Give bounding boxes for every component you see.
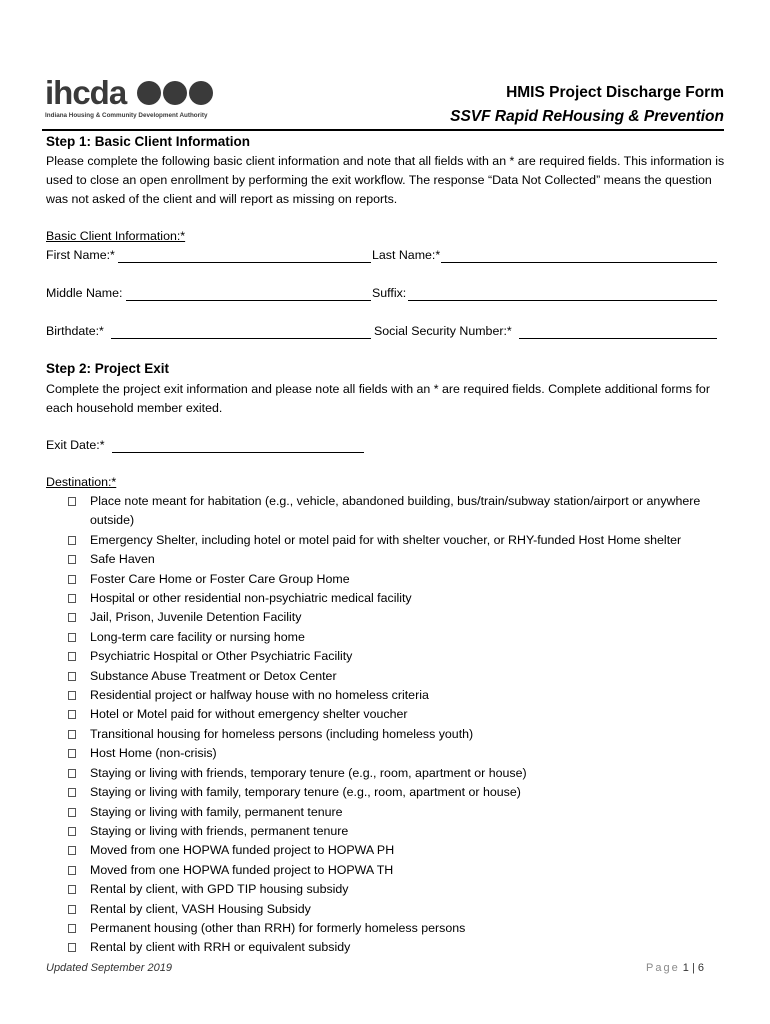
destination-option[interactable]: Safe Haven bbox=[68, 550, 728, 569]
checkbox[interactable] bbox=[68, 769, 76, 778]
page-total: 6 bbox=[697, 962, 704, 974]
logo-building-icon bbox=[189, 81, 213, 105]
step2-instructions: Complete the project exit information and please note all fields with an * are required fields. Complete additional forms for each household member exited. bbox=[46, 382, 710, 415]
exit-date-label: Exit Date:* bbox=[46, 438, 105, 452]
destination-option[interactable]: Hospital or other residential non-psychiatric medical facility bbox=[68, 589, 728, 608]
ihcda-logo bbox=[45, 76, 225, 122]
destination-label: Destination:* bbox=[46, 475, 117, 489]
destination-option[interactable]: Staying or living with family, permanent tenure bbox=[68, 803, 728, 822]
checkbox[interactable] bbox=[68, 827, 76, 836]
destination-option[interactable]: Staying or living with family, temporary tenure (e.g., room, apartment or house) bbox=[68, 783, 728, 802]
form-title: HMIS Project Discharge Form bbox=[506, 84, 724, 101]
logo-person-icon bbox=[137, 81, 161, 105]
ssn-label: Social Security Number:* bbox=[374, 324, 512, 338]
destination-option[interactable]: Rental by client, VASH Housing Subsidy bbox=[68, 900, 728, 919]
checkbox[interactable] bbox=[68, 575, 76, 584]
destination-options bbox=[68, 492, 728, 958]
checkbox[interactable] bbox=[68, 846, 76, 855]
page-current: 1 bbox=[682, 962, 689, 974]
first-name-label: First Name:* bbox=[46, 248, 115, 262]
checkbox[interactable] bbox=[68, 594, 76, 603]
suffix-field[interactable] bbox=[408, 300, 717, 301]
basic-info-label: Basic Client Information:* bbox=[46, 229, 186, 243]
destination-option[interactable]: Hotel or Motel paid for without emergency shelter voucher bbox=[68, 705, 728, 724]
checkbox[interactable] bbox=[68, 536, 76, 545]
checkbox[interactable] bbox=[68, 749, 76, 758]
checkbox[interactable] bbox=[68, 691, 76, 700]
checkbox[interactable] bbox=[68, 924, 76, 933]
suffix-label: Suffix: bbox=[372, 286, 407, 300]
destination-option[interactable]: Emergency Shelter, including hotel or motel paid for with shelter voucher, or RHY-funded Host Home shelter bbox=[68, 531, 728, 550]
exit-date-field[interactable] bbox=[112, 452, 364, 453]
checkbox[interactable] bbox=[68, 652, 76, 661]
ssn-field[interactable] bbox=[519, 338, 717, 339]
destination-option[interactable]: Psychiatric Hospital or Other Psychiatric Facility bbox=[68, 647, 728, 666]
destination-option[interactable]: Long-term care facility or nursing home bbox=[68, 628, 728, 647]
last-name-label: Last Name:* bbox=[372, 248, 441, 262]
checkbox[interactable] bbox=[68, 730, 76, 739]
page-number: Page 1 | 6 bbox=[646, 962, 704, 974]
step1-instructions: Please complete the following basic client information and note that all fields with an * are required fields. This information is used to close an open enrollment by performing the exit workflow. The response “Data Not Collected” means the question was not asked of the client and will report as missing on reports. bbox=[46, 154, 725, 206]
checkbox[interactable] bbox=[68, 555, 76, 564]
birthdate-field[interactable] bbox=[111, 338, 371, 339]
checkbox[interactable] bbox=[68, 943, 76, 952]
logo-subtitle: Indiana Housing & Community Development Authority bbox=[45, 112, 208, 119]
first-name-field[interactable] bbox=[118, 262, 371, 263]
header-divider bbox=[42, 129, 724, 131]
destination-option[interactable]: Substance Abuse Treatment or Detox Center bbox=[68, 667, 728, 686]
checkbox[interactable] bbox=[68, 613, 76, 622]
updated-date: Updated September 2019 bbox=[46, 962, 172, 974]
checkbox[interactable] bbox=[68, 905, 76, 914]
page-word: Page bbox=[646, 962, 680, 974]
destination-option[interactable]: Rental by client with RRH or equivalent subsidy bbox=[68, 938, 728, 957]
last-name-field[interactable] bbox=[441, 262, 717, 263]
checkbox[interactable] bbox=[68, 885, 76, 894]
destination-option[interactable]: Rental by client, with GPD TIP housing subsidy bbox=[68, 880, 728, 899]
destination-option[interactable]: Jail, Prison, Juvenile Detention Facility bbox=[68, 608, 728, 627]
checkbox[interactable] bbox=[68, 866, 76, 875]
destination-option[interactable]: Place note meant for habitation (e.g., vehicle, abandoned building, bus/train/subway station/airport or anywhere outside) bbox=[68, 492, 728, 531]
logo-wordmark: ihcda bbox=[45, 74, 127, 111]
checkbox[interactable] bbox=[68, 497, 76, 506]
destination-option[interactable]: Moved from one HOPWA funded project to HOPWA TH bbox=[68, 861, 728, 880]
destination-option[interactable]: Staying or living with friends, permanent tenure bbox=[68, 822, 728, 841]
checkbox[interactable] bbox=[68, 808, 76, 817]
destination-option[interactable]: Staying or living with friends, temporary tenure (e.g., room, apartment or house) bbox=[68, 764, 728, 783]
destination-option[interactable]: Moved from one HOPWA funded project to HOPWA PH bbox=[68, 841, 728, 860]
middle-name-field[interactable] bbox=[126, 300, 371, 301]
destination-option[interactable]: Host Home (non-crisis) bbox=[68, 744, 728, 763]
birthdate-label: Birthdate:* bbox=[46, 324, 104, 338]
destination-option[interactable]: Residential project or halfway house with no homeless criteria bbox=[68, 686, 728, 705]
checkbox[interactable] bbox=[68, 710, 76, 719]
checkbox[interactable] bbox=[68, 633, 76, 642]
step2-heading: Step 2: Project Exit bbox=[46, 361, 170, 376]
logo-icons bbox=[137, 81, 213, 105]
logo-house-icon bbox=[163, 81, 187, 105]
step1-heading: Step 1: Basic Client Information bbox=[46, 134, 251, 149]
middle-name-label: Middle Name: bbox=[46, 286, 123, 300]
destination-option[interactable]: Transitional housing for homeless persons (including homeless youth) bbox=[68, 725, 728, 744]
checkbox[interactable] bbox=[68, 788, 76, 797]
form-subtitle: SSVF Rapid ReHousing & Prevention bbox=[450, 108, 724, 125]
destination-option[interactable]: Foster Care Home or Foster Care Group Home bbox=[68, 570, 728, 589]
destination-option[interactable]: Permanent housing (other than RRH) for formerly homeless persons bbox=[68, 919, 728, 938]
checkbox[interactable] bbox=[68, 672, 76, 681]
